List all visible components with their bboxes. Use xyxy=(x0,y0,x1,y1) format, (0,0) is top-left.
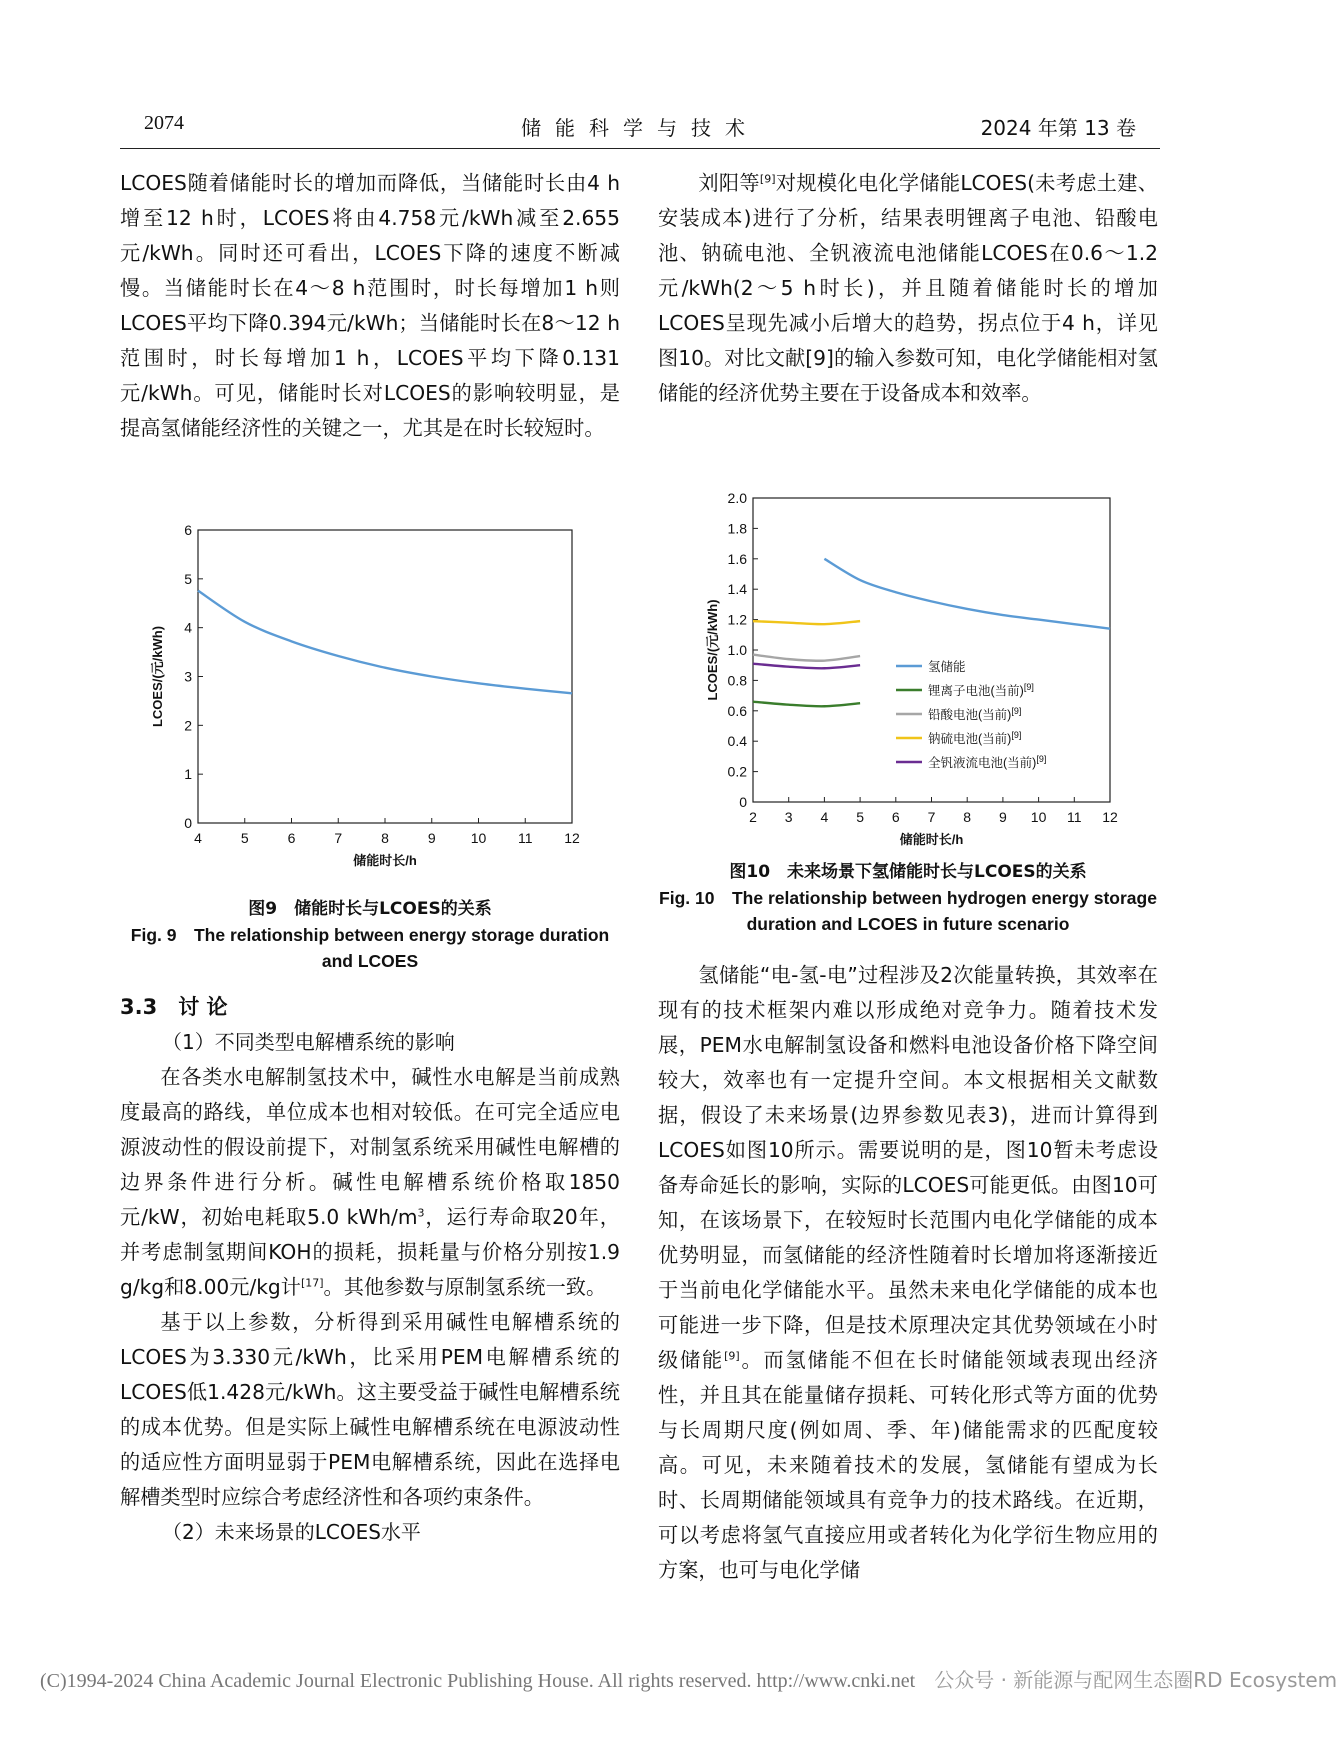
fig9-caption-en: Fig. 9 The relationship between energy storage duration and LCOES xyxy=(130,925,610,971)
x-tick-label: 8 xyxy=(381,830,389,846)
journal-title: 储能科学与技术 xyxy=(521,116,759,140)
y-tick-label: 0 xyxy=(739,794,747,810)
left-column-top xyxy=(120,166,620,446)
x-tick-label: 12 xyxy=(1102,809,1118,825)
x-tick-label: 6 xyxy=(891,809,900,825)
y-axis-label: LCOES/(元/kWh) xyxy=(705,599,720,701)
x-tick-label: 11 xyxy=(517,830,533,846)
fig10-chart xyxy=(658,486,1158,851)
legend-label: 全钒液流电池(当前)[9] xyxy=(928,754,1047,770)
fig9-chart xyxy=(120,520,620,880)
y-tick-label: 1.6 xyxy=(727,550,747,567)
legend-label: 氢储能 xyxy=(928,660,966,674)
paragraph-future-scenario: 氢储能“电-氢-电”过程涉及2次能量转换，其效率在现有的技术框架内难以形成绝对竞争力。随着技术发展，PEM水电解制氢设备和燃料电池设备价格下降空间较大，效率也有一定提升空间。本文根据相关文献数据，假设了未来场景(边界参数见表3)，进而计算得到LCOES如图10所示。需要说明的是，图10暂未考虑设备寿命延长的影响，实际的LCOES可能更低。由图10可知，在该场景下，在较短时长范围内电化学储能的成本优势明显，而氢储能的经济性随着时长增加将逐渐接近于当前电化学储能水平。虽然未来电化学储能的成本也可能进一步下降，但是技术原理决定其优势领域在小时级储能[9]。而氢储能不但在长时储能领域表现出经济性，并且其在能量储存损耗、可转化形式等方面的优势与长周期尺度(例如周、季、年)储能需求的匹配度较高。可见，未来随着技术的发展，氢储能有望成为长时、长周期储能领域具有竞争力的技术路线。在近期，可以考虑将氢气直接应用或者转化为化学衍生物应用的方案，也可与电化学储 xyxy=(658,963,1158,1582)
series-line-0 xyxy=(824,559,1110,629)
legend-label: 锂离子电池(当前)[9] xyxy=(928,682,1034,698)
y-tick-label: 6 xyxy=(184,522,192,538)
fig10-caption-cn: 图10 未来场景下氢储能时长与LCOES的关系 xyxy=(729,862,1087,882)
legend-ref: [9] xyxy=(1036,754,1047,764)
y-tick-label: 1 xyxy=(184,766,192,783)
x-tick-label: 9 xyxy=(427,830,436,846)
x-tick-label: 4 xyxy=(194,830,202,846)
y-tick-label: 2.0 xyxy=(727,490,747,506)
y-tick-label: 3 xyxy=(184,668,192,685)
legend-label: 钠硫电池(当前)[9] xyxy=(928,730,1022,746)
figure-9 xyxy=(120,520,620,974)
right-column-bottom xyxy=(658,958,1158,1588)
copyright-text: (C)1994-2024 China Academic Journal Electronic Publishing House. All rights reserved. http://www.cnki.net xyxy=(40,1670,916,1692)
section-title: 3.3 讨 论 xyxy=(120,995,228,1019)
series-line-1 xyxy=(753,702,860,707)
series-line-3 xyxy=(753,621,860,624)
x-tick-label: 11 xyxy=(1067,809,1082,825)
x-tick-label: 7 xyxy=(334,830,343,846)
series-line-2 xyxy=(753,655,860,661)
y-tick-label: 2 xyxy=(184,717,192,734)
paragraph-alkaline-result: 基于以上参数，分析得到采用碱性电解槽系统的LCOES为3.330元/kWh，比采用PEM电解槽系统的LCOES低1.428元/kWh。这主要受益于碱性电解槽系统的成本优势。但是实际上碱性电解槽系统在电源波动性的适应性方面明显弱于PEM电解槽系统，因此在选择电解槽类型时应综合考虑经济性和各项约束条件。 xyxy=(120,1310,620,1509)
x-axis-label: 储能时长/h xyxy=(353,853,417,868)
y-tick-label: 0 xyxy=(184,815,192,831)
fig10-caption-en: Fig. 10 The relationship between hydrogen energy storage duration and LCOES in future scenario xyxy=(659,888,1157,934)
y-tick-label: 0.4 xyxy=(727,733,747,750)
subsection-1: （1）不同类型电解槽系统的影响 xyxy=(162,1030,455,1054)
right-column-top xyxy=(658,166,1158,411)
y-tick-label: 0.8 xyxy=(727,672,747,689)
figure-10 xyxy=(658,486,1158,937)
x-tick-label: 10 xyxy=(470,830,487,846)
page-header xyxy=(120,112,1160,142)
y-tick-label: 1.8 xyxy=(727,520,747,537)
x-tick-label: 3 xyxy=(784,809,793,825)
watermark-text: 公众号 · 新能源与配网生态圈RD Ecosystem xyxy=(934,1668,1337,1692)
paragraph-alkaline: 在各类水电解制氢技术中，碱性水电解是当前成熟度最高的路线，单位成本也相对较低。在可完全适应电源波动性的假设前提下，对制氢系统采用碱性电解槽的边界条件进行分析。碱性电解槽系统价格取1850元/kW，初始电耗取5.0 kWh/$m^3$，运行寿命取20年，并考虑制氢期间KOH的损耗，损耗量与价格分别按1.9 g/kg和8.00元/kg计[17]。其他参数与原制氢系统一致。 xyxy=(120,1065,620,1299)
y-tick-label: 0.2 xyxy=(727,763,747,780)
paragraph-electrochemical: 刘阳等[9]对规模化电化学储能LCOES(未考虑土建、安装成本)进行了分析，结果表明锂离子电池、铅酸电池、钠硫电池、全钒液流电池储能LCOES在0.6～1.2元/kWh(2～5 h时长)，并且随着储能时长的增加LCOES呈现先减小后增大的趋势，拐点位于4 h，详见图10。对比文献[9]的输入参数可知，电化学储能相对氢储能的经济优势主要在于设备成本和效率。 xyxy=(658,171,1158,405)
legend-ref: [9] xyxy=(1011,730,1022,740)
volume-info: 2024 年第 13 卷 xyxy=(980,116,1136,140)
x-tick-label: 9 xyxy=(999,809,1007,825)
x-tick-label: 2 xyxy=(749,809,757,825)
header-rule xyxy=(120,148,1160,149)
y-tick-label: 1.0 xyxy=(727,642,747,658)
y-tick-label: 5 xyxy=(184,570,192,587)
x-tick-label: 7 xyxy=(927,809,936,825)
plot-frame xyxy=(198,530,572,823)
legend-label: 铅酸电池(当前)[9] xyxy=(928,706,1022,722)
subsection-2: （2）未来场景的LCOES水平 xyxy=(162,1520,421,1544)
x-tick-label: 6 xyxy=(287,830,296,846)
x-tick-label: 10 xyxy=(1030,809,1047,825)
legend-ref: [9] xyxy=(1023,682,1034,692)
x-tick-label: 8 xyxy=(963,809,972,825)
x-axis-label: 储能时长/h xyxy=(899,832,964,847)
page-number: 2074 xyxy=(144,112,184,134)
series-line-0 xyxy=(198,591,572,694)
paragraph-lcoes-duration: LCOES随着储能时长的增加而降低，当储能时长由4 h增至12 h时，LCOES将由4.758元/kWh减至2.655元/kWh。同时还可看出，LCOES下降的速度不断减慢。当储能时长在4～8 h范围时，时长每增加1 h则LCOES平均下降0.394元/kWh；当储能时长在8～12 h范围时，时长每增加1 h，LCOES平均下降0.131元/kWh。可见，储能时长对LCOES的影响较明显，是提高氢储能经济性的关键之一，尤其是在时长较短时。 xyxy=(120,171,620,440)
legend-ref: [9] xyxy=(1011,706,1022,716)
left-column-bottom xyxy=(120,990,620,1550)
x-tick-label: 12 xyxy=(564,830,580,846)
y-tick-label: 4 xyxy=(184,619,192,636)
page-footer xyxy=(40,1664,1337,1693)
x-tick-label: 5 xyxy=(856,809,864,825)
y-tick-label: 0.6 xyxy=(727,702,747,719)
y-tick-label: 1.2 xyxy=(727,611,747,628)
y-axis-label: LCOES/(元/kWh) xyxy=(150,625,165,728)
x-tick-label: 4 xyxy=(820,809,829,825)
y-tick-label: 1.4 xyxy=(727,581,747,598)
series-line-4 xyxy=(753,664,860,669)
fig9-caption-cn: 图9 储能时长与LCOES的关系 xyxy=(248,899,492,919)
x-tick-label: 5 xyxy=(240,830,249,846)
